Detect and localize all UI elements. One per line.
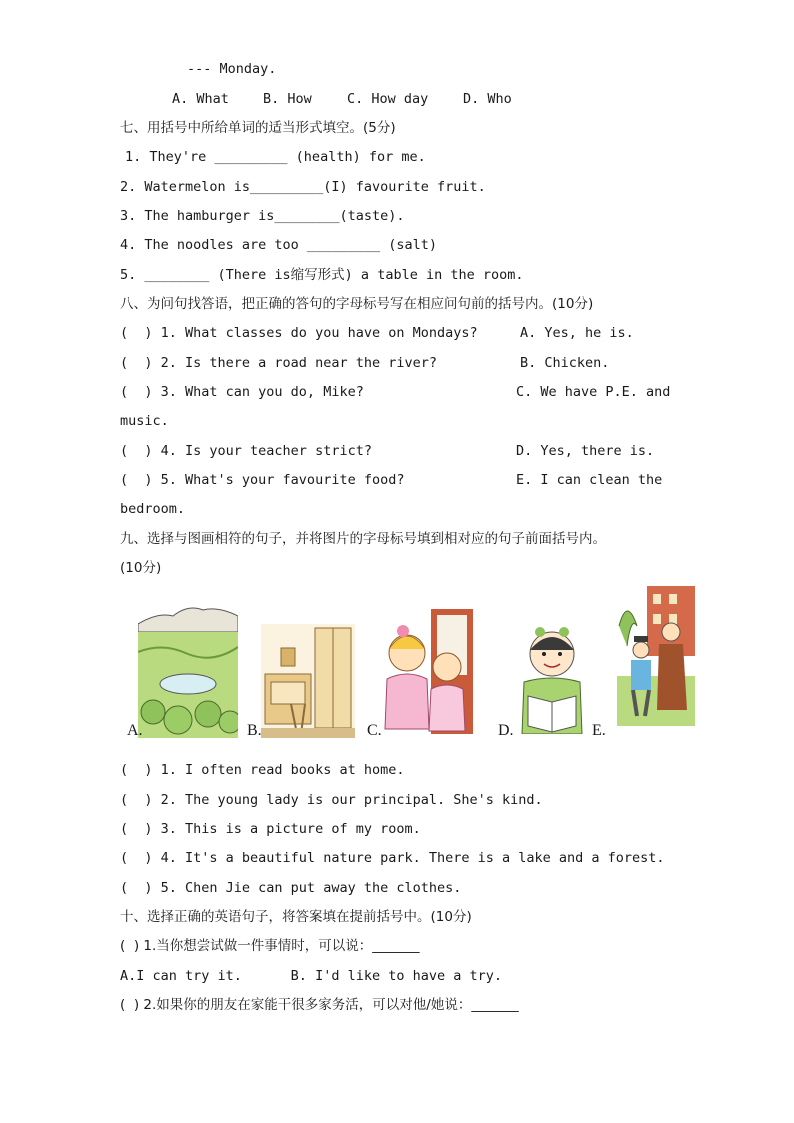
section9-item-2: ( ) 2. The young lady is our principal. She's kind. [120, 792, 543, 808]
section8-wrap-3: music. [120, 413, 169, 429]
section9-item-3: ( ) 3. This is a picture of my room. [120, 821, 421, 837]
picture-b-room [261, 624, 355, 738]
section8-title: 八、为问句找答语，把正确的答句的字母标号写在相应问句前的括号内。(10分) [120, 296, 594, 312]
section10-question-1: ( ) 1.当你想尝试做一件事情时，可以说：_______ [120, 938, 420, 954]
section7-item-5: 5. ________ (There is缩写形式) a table in the room. [120, 267, 524, 283]
section8-answer-c: C. We have P.E. and [516, 384, 671, 400]
section9-item-4: ( ) 4. It's a beautiful nature park. There is a lake and a forest. [120, 850, 665, 866]
section8-question-3: ( ) 3. What can you do, Mike? [120, 384, 364, 400]
picture-label-c: C. [367, 722, 382, 739]
picture-label-d: D. [498, 722, 514, 739]
section7-item-3: 3. The hamburger is________(taste). [120, 208, 405, 224]
section10-title: 十、选择正确的英语句子，将答案填在提前括号中。(10分) [120, 909, 472, 925]
section8-wrap-5: bedroom. [120, 501, 186, 517]
section9-item-5: ( ) 5. Chen Jie can put away the clothes. [120, 880, 462, 896]
previous-answer: --- Monday. [187, 61, 277, 77]
section9-score: (10分) [120, 560, 162, 576]
section8-answer-d: D. Yes, there is. [516, 443, 655, 459]
option-c: C. How day [347, 91, 429, 107]
section8-question-2: ( ) 2. Is there a road near the river? [120, 355, 437, 371]
section7-title: 七、用括号中所给单词的适当形式填空。(5分) [120, 120, 396, 136]
section8-answer-e: E. I can clean the [516, 472, 663, 488]
picture-d-girl-reading [514, 616, 590, 734]
picture-c-two-girls [381, 609, 473, 734]
option-b: B. How [263, 91, 312, 107]
picture-label-a: A. [127, 722, 143, 739]
picture-label-b: B. [247, 722, 262, 739]
section8-question-4: ( ) 4. Is your teacher strict? [120, 443, 372, 459]
picture-a-nature-park [138, 602, 238, 738]
option-a: A. What [172, 91, 229, 107]
picture-label-e: E. [592, 722, 606, 739]
section7-item-1: 1. They're _________ (health) for me. [125, 149, 426, 165]
section7-item-2: 2. Watermelon is_________(I) favourite fruit. [120, 179, 486, 195]
section9-title: 九、选择与图画相符的句子，并将图片的字母标号填到相对应的句子前面括号内。 [120, 531, 606, 547]
picture-e-lady-and-boy [617, 586, 695, 726]
section10-question-1-options: A.I can try it. B. I'd like to have a try. [120, 968, 503, 984]
section7-item-4: 4. The noodles are too _________ (salt) [120, 237, 437, 253]
section10-question-2: ( ) 2.如果你的朋友在家能干很多家务活，可以对他/她说：_______ [120, 997, 519, 1013]
section8-answer-b: B. Chicken. [520, 355, 610, 371]
option-d: D. Who [463, 91, 512, 107]
section8-question-5: ( ) 5. What's your favourite food? [120, 472, 405, 488]
section8-answer-a: A. Yes, he is. [520, 325, 634, 341]
section8-question-1: ( ) 1. What classes do you have on Mondays? [120, 325, 478, 341]
section9-item-1: ( ) 1. I often read books at home. [120, 762, 405, 778]
